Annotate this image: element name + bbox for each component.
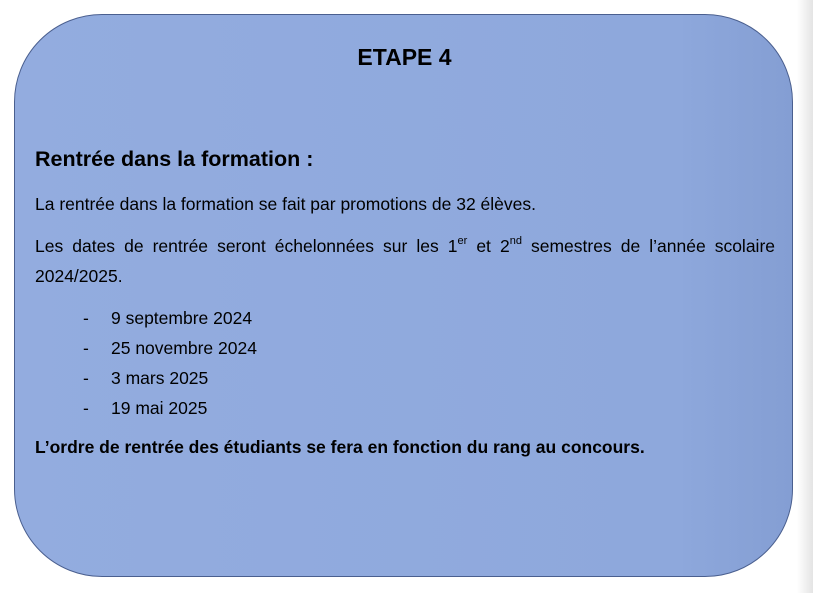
date-text: 3 mars 2025 [111,368,209,388]
date-text: 9 septembre 2024 [111,308,253,328]
section-heading: Rentrée dans la formation : [35,147,314,171]
list-item [83,393,257,423]
ordinal-first-suffix: er [457,235,468,248]
page-edge-shadow [797,0,813,593]
semester-text-part2: et 2 [467,236,510,256]
step-card [14,14,793,577]
semester-dates-text [35,231,775,291]
ranking-order-text: L’ordre de rentrée des étudiants se fera en fonction du rang au concours. [35,437,645,457]
date-text: 19 mai 2025 [111,398,208,418]
step-title: ETAPE 4 [357,44,452,70]
promotion-size-text: La rentrée dans la formation se fait par promotions de 32 élèves. [35,194,536,214]
list-dash: - [83,308,89,328]
start-dates-list [83,303,257,423]
date-text: 25 novembre 2024 [111,338,257,358]
ordinal-second-suffix: nd [509,235,522,248]
list-dash: - [83,338,89,358]
list-dash: - [83,398,89,418]
list-item [83,363,257,393]
semester-text-part3: semestres de l’année scolaire 2024/2025. [35,236,776,286]
list-item [83,303,257,333]
list-dash: - [83,368,89,388]
list-item [83,333,257,363]
semester-text-part1: Les dates de rentrée seront échelonnées sur les 1 [35,236,458,256]
